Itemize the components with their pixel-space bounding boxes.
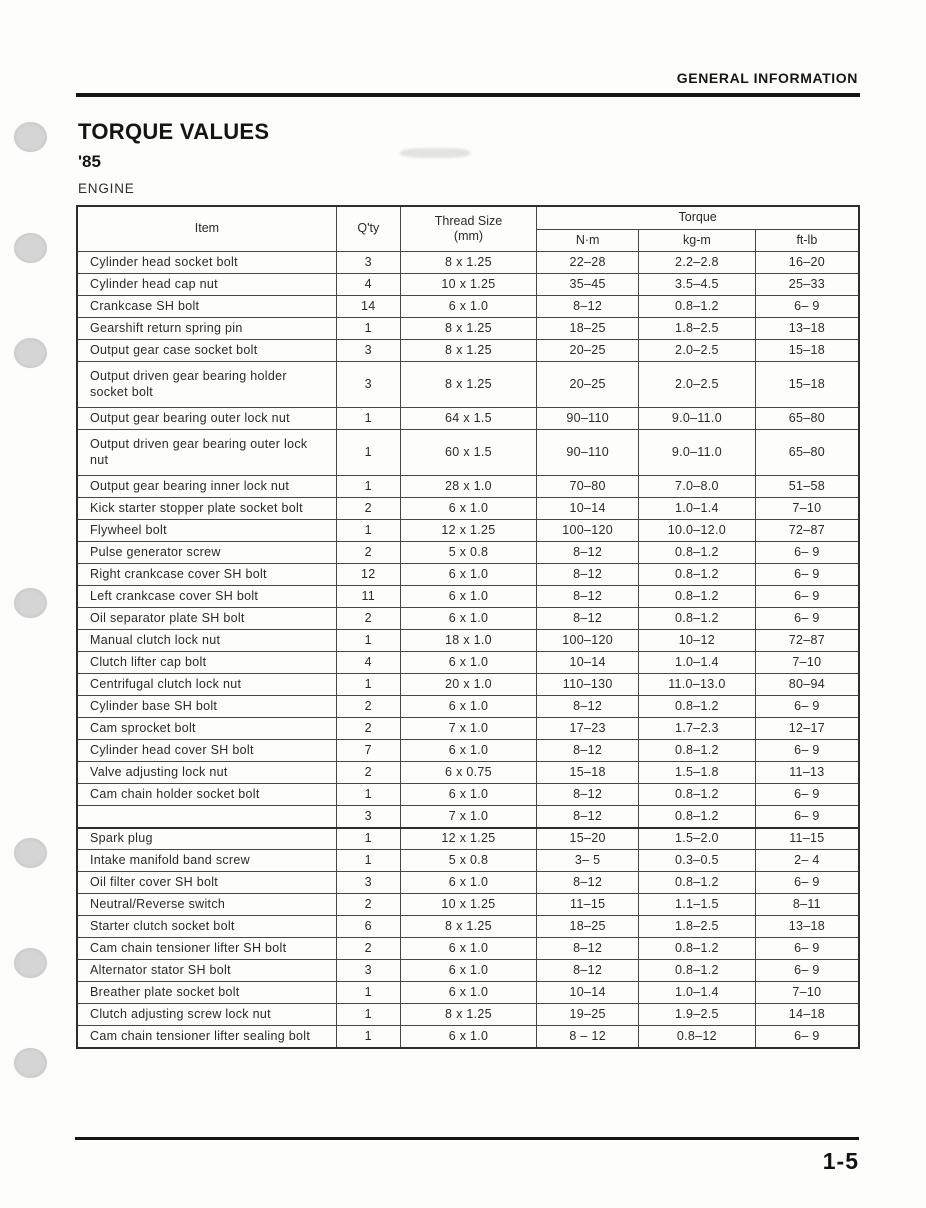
cell-kgm: 0.3–0.5 [639,850,756,872]
cell-qty: 2 [336,938,400,960]
cell-ftlb: 14–18 [755,1004,859,1026]
cell-item: Output driven gear bearing holder socket bolt [77,362,336,408]
cell-qty: 4 [336,652,400,674]
cell-kgm: 1.5–2.0 [639,828,756,850]
cell-kgm: 1.0–1.4 [639,498,756,520]
table-row [77,476,859,498]
cell-nm: 3– 5 [537,850,639,872]
punch-hole [14,338,47,368]
cell-kgm: 1.9–2.5 [639,1004,756,1026]
punch-hole [14,948,47,978]
cell-item: Cam chain holder socket bolt [77,784,336,806]
cell-qty: 2 [336,894,400,916]
table-row [77,872,859,894]
cell-item: Neutral/Reverse switch [77,894,336,916]
page-content [76,70,860,1049]
cell-kgm: 1.0–1.4 [639,652,756,674]
cell-qty: 1 [336,982,400,1004]
cell-qty: 2 [336,696,400,718]
cell-ftlb: 11–13 [755,762,859,784]
cell-item: Cylinder head cap nut [77,274,336,296]
cell-nm: 20–25 [537,340,639,362]
cell-qty: 2 [336,608,400,630]
table-row [77,938,859,960]
cell-item: Output gear bearing outer lock nut [77,408,336,430]
table-row [77,586,859,608]
page-number: 1-5 [822,1148,859,1174]
cell-item: Breather plate socket bolt [77,982,336,1004]
cell-qty: 1 [336,430,400,476]
cell-qty: 2 [336,542,400,564]
table-row [77,762,859,784]
cell-kgm: 0.8–1.2 [639,542,756,564]
table-row [77,1004,859,1026]
cell-thread: 6 x 1.0 [400,608,537,630]
cell-item: Flywheel bolt [77,520,336,542]
cell-qty: 3 [336,806,400,828]
cell-thread: 7 x 1.0 [400,718,537,740]
cell-qty: 3 [336,960,400,982]
cell-item: Oil separator plate SH bolt [77,608,336,630]
torque-values-table [76,205,860,1049]
cell-ftlb: 6– 9 [755,542,859,564]
cell-qty: 14 [336,296,400,318]
col-header-kgm: kg-m [639,229,756,252]
cell-item: Cam sprocket bolt [77,718,336,740]
table-row [77,630,859,652]
table-row [77,542,859,564]
cell-qty: 2 [336,498,400,520]
cell-item: Cylinder head socket bolt [77,252,336,274]
section-header [76,70,860,86]
cell-ftlb: 13–18 [755,916,859,938]
cell-kgm: 9.0–11.0 [639,408,756,430]
cell-thread: 6 x 1.0 [400,1026,537,1048]
cell-kgm: 0.8–1.2 [639,784,756,806]
col-header-torque: Torque [537,206,859,229]
cell-thread: 7 x 1.0 [400,806,537,828]
cell-nm: 15–18 [537,762,639,784]
cell-item: Spark plug [77,828,336,850]
cell-thread: 6 x 1.0 [400,938,537,960]
cell-kgm: 2.0–2.5 [639,340,756,362]
cell-nm: 8–12 [537,296,639,318]
cell-kgm: 3.5–4.5 [639,274,756,296]
cell-kgm: 0.8–1.2 [639,564,756,586]
cell-kgm: 1.8–2.5 [639,916,756,938]
cell-item: Output driven gear bearing outer lock nut [77,430,336,476]
cell-ftlb: 12–17 [755,718,859,740]
cell-item [77,806,336,828]
cell-ftlb: 72–87 [755,630,859,652]
cell-thread: 6 x 1.0 [400,498,537,520]
cell-nm: 110–130 [537,674,639,696]
cell-thread: 20 x 1.0 [400,674,537,696]
cell-item: Left crankcase cover SH bolt [77,586,336,608]
cell-qty: 1 [336,408,400,430]
table-row [77,740,859,762]
cell-kgm: 0.8–1.2 [639,296,756,318]
table-row [77,408,859,430]
cell-qty: 2 [336,762,400,784]
cell-item: Cylinder head cover SH bolt [77,740,336,762]
col-header-nm: N·m [537,229,639,252]
cell-qty: 3 [336,362,400,408]
cell-qty: 1 [336,1004,400,1026]
cell-kgm: 1.1–1.5 [639,894,756,916]
cell-nm: 100–120 [537,630,639,652]
cell-thread: 6 x 1.0 [400,696,537,718]
cell-thread: 8 x 1.25 [400,318,537,340]
cell-nm: 8–12 [537,872,639,894]
table-row [77,850,859,872]
cell-qty: 11 [336,586,400,608]
col-header-item: Item [77,206,336,252]
cell-thread: 6 x 0.75 [400,762,537,784]
cell-ftlb: 6– 9 [755,872,859,894]
cell-qty: 3 [336,252,400,274]
table-row [77,520,859,542]
cell-ftlb: 6– 9 [755,938,859,960]
cell-item: Valve adjusting lock nut [77,762,336,784]
cell-nm: 8–12 [537,608,639,630]
cell-ftlb: 6– 9 [755,740,859,762]
cell-qty: 1 [336,520,400,542]
cell-ftlb: 65–80 [755,408,859,430]
table-row [77,430,859,476]
cell-thread: 18 x 1.0 [400,630,537,652]
cell-item: Manual clutch lock nut [77,630,336,652]
cell-nm: 10–14 [537,982,639,1004]
cell-nm: 8–12 [537,938,639,960]
cell-item: Kick starter stopper plate socket bolt [77,498,336,520]
cell-qty: 1 [336,318,400,340]
cell-kgm: 1.0–1.4 [639,982,756,1004]
cell-qty: 1 [336,784,400,806]
cell-ftlb: 6– 9 [755,784,859,806]
cell-thread: 5 x 0.8 [400,542,537,564]
table-header-row [77,206,859,229]
cell-kgm: 0.8–1.2 [639,872,756,894]
cell-thread: 10 x 1.25 [400,274,537,296]
cell-ftlb: 65–80 [755,430,859,476]
cell-thread: 5 x 0.8 [400,850,537,872]
cell-ftlb: 16–20 [755,252,859,274]
cell-item: Intake manifold band screw [77,850,336,872]
engine-section-label: ENGINE [78,181,135,196]
cell-ftlb: 51–58 [755,476,859,498]
cell-item: Output gear bearing inner lock nut [77,476,336,498]
cell-nm: 8–12 [537,586,639,608]
cell-ftlb: 6– 9 [755,586,859,608]
cell-nm: 8–12 [537,960,639,982]
cell-ftlb: 7–10 [755,982,859,1004]
cell-thread: 8 x 1.25 [400,340,537,362]
col-header-ftlb: ft-lb [755,229,859,252]
cell-ftlb: 25–33 [755,274,859,296]
cell-kgm: 9.0–11.0 [639,430,756,476]
cell-ftlb: 15–18 [755,340,859,362]
punch-hole [14,838,47,868]
cell-nm: 15–20 [537,828,639,850]
cell-ftlb: 7–10 [755,498,859,520]
table-row [77,982,859,1004]
cell-nm: 20–25 [537,362,639,408]
cell-nm: 8–12 [537,784,639,806]
cell-nm: 11–15 [537,894,639,916]
cell-qty: 3 [336,872,400,894]
cell-qty: 7 [336,740,400,762]
table-row [77,916,859,938]
cell-item: Cylinder base SH bolt [77,696,336,718]
cell-item: Alternator stator SH bolt [77,960,336,982]
table-row [77,318,859,340]
cell-thread: 6 x 1.0 [400,296,537,318]
table-row [77,718,859,740]
cell-ftlb: 6– 9 [755,608,859,630]
thread-size-line1: Thread Size [434,213,503,228]
cell-kgm: 10.0–12.0 [639,520,756,542]
cell-thread: 8 x 1.25 [400,1004,537,1026]
cell-nm: 22–28 [537,252,639,274]
table-row [77,696,859,718]
cell-thread: 64 x 1.5 [400,408,537,430]
cell-kgm: 0.8–1.2 [639,608,756,630]
table-row [77,1026,859,1048]
cell-kgm: 2.2–2.8 [639,252,756,274]
cell-nm: 90–110 [537,430,639,476]
punch-hole [14,122,47,152]
cell-thread: 6 x 1.0 [400,652,537,674]
table-row [77,784,859,806]
cell-ftlb: 7–10 [755,652,859,674]
cell-thread: 8 x 1.25 [400,252,537,274]
cell-thread: 6 x 1.0 [400,982,537,1004]
cell-nm: 18–25 [537,916,639,938]
table-row [77,652,859,674]
cell-kgm: 10–12 [639,630,756,652]
cell-kgm: 1.7–2.3 [639,718,756,740]
cell-kgm: 0.8–1.2 [639,960,756,982]
col-header-qty: Q'ty [336,206,400,252]
cell-nm: 8–12 [537,696,639,718]
table-row [77,362,859,408]
cell-ftlb: 6– 9 [755,960,859,982]
cell-nm: 10–14 [537,652,639,674]
punch-hole [14,233,47,263]
cell-item: Output gear case socket bolt [77,340,336,362]
cell-thread: 6 x 1.0 [400,564,537,586]
cell-thread: 6 x 1.0 [400,784,537,806]
cell-thread: 10 x 1.25 [400,894,537,916]
cell-kgm: 0.8–1.2 [639,740,756,762]
cell-ftlb: 8–11 [755,894,859,916]
cell-ftlb: 13–18 [755,318,859,340]
cell-item: Clutch lifter cap bolt [77,652,336,674]
cell-nm: 8–12 [537,542,639,564]
cell-nm: 19–25 [537,1004,639,1026]
cell-thread: 6 x 1.0 [400,586,537,608]
cell-nm: 8–12 [537,740,639,762]
table-row [77,252,859,274]
cell-item: Crankcase SH bolt [77,296,336,318]
cell-nm: 18–25 [537,318,639,340]
cell-item: Clutch adjusting screw lock nut [77,1004,336,1026]
cell-ftlb: 6– 9 [755,564,859,586]
cell-kgm: 0.8–1.2 [639,938,756,960]
cell-item: Starter clutch socket bolt [77,916,336,938]
col-header-thread-size [400,206,537,252]
cell-item: Oil filter cover SH bolt [77,872,336,894]
cell-item: Centrifugal clutch lock nut [77,674,336,696]
cell-ftlb: 6– 9 [755,696,859,718]
cell-kgm: 0.8–1.2 [639,696,756,718]
cell-item: Cam chain tensioner lifter SH bolt [77,938,336,960]
cell-thread: 6 x 1.0 [400,960,537,982]
table-row [77,674,859,696]
cell-ftlb: 11–15 [755,828,859,850]
footer-rule [75,1137,859,1140]
cell-qty: 1 [336,476,400,498]
cell-kgm: 0.8–1.2 [639,806,756,828]
page-title: TORQUE VALUES [78,119,270,144]
cell-thread: 6 x 1.0 [400,740,537,762]
cell-qty: 12 [336,564,400,586]
cell-kgm: 1.5–1.8 [639,762,756,784]
cell-thread: 28 x 1.0 [400,476,537,498]
cell-item: Cam chain tensioner lifter sealing bolt [77,1026,336,1048]
cell-ftlb: 2– 4 [755,850,859,872]
model-year: '85 [78,152,101,171]
cell-qty: 1 [336,674,400,696]
cell-ftlb: 6– 9 [755,806,859,828]
table-row [77,498,859,520]
table-row [77,340,859,362]
table-row [77,806,859,828]
table-row [77,828,859,850]
cell-nm: 8 – 12 [537,1026,639,1048]
cell-kgm: 7.0–8.0 [639,476,756,498]
cell-ftlb: 80–94 [755,674,859,696]
table-row [77,564,859,586]
thread-size-line2: (mm) [453,229,484,244]
cell-thread: 12 x 1.25 [400,828,537,850]
cell-qty: 3 [336,340,400,362]
cell-kgm: 0.8–12 [639,1026,756,1048]
cell-nm: 10–14 [537,498,639,520]
table-row [77,274,859,296]
table-row [77,608,859,630]
cell-nm: 35–45 [537,274,639,296]
cell-item: Pulse generator screw [77,542,336,564]
cell-nm: 8–12 [537,806,639,828]
cell-thread: 6 x 1.0 [400,872,537,894]
cell-qty: 1 [336,630,400,652]
section-header-title: GENERAL INFORMATION [676,70,858,86]
cell-item: Right crankcase cover SH bolt [77,564,336,586]
cell-nm: 8–12 [537,564,639,586]
punch-hole [14,1048,47,1078]
cell-qty: 6 [336,916,400,938]
cell-thread: 8 x 1.25 [400,362,537,408]
cell-qty: 1 [336,828,400,850]
cell-item: Gearshift return spring pin [77,318,336,340]
cell-nm: 70–80 [537,476,639,498]
cell-kgm: 2.0–2.5 [639,362,756,408]
cell-ftlb: 72–87 [755,520,859,542]
cell-qty: 4 [336,274,400,296]
table-row [77,960,859,982]
cell-kgm: 0.8–1.2 [639,586,756,608]
cell-kgm: 1.8–2.5 [639,318,756,340]
cell-qty: 1 [336,850,400,872]
cell-qty: 1 [336,1026,400,1048]
cell-nm: 90–110 [537,408,639,430]
table-row [77,296,859,318]
cell-thread: 12 x 1.25 [400,520,537,542]
cell-ftlb: 15–18 [755,362,859,408]
cell-kgm: 11.0–13.0 [639,674,756,696]
cell-thread: 8 x 1.25 [400,916,537,938]
cell-qty: 2 [336,718,400,740]
cell-ftlb: 6– 9 [755,1026,859,1048]
cell-thread: 60 x 1.5 [400,430,537,476]
cell-nm: 100–120 [537,520,639,542]
header-rule [76,93,860,97]
cell-nm: 17–23 [537,718,639,740]
table-row [77,894,859,916]
punch-hole [14,588,47,618]
cell-ftlb: 6– 9 [755,296,859,318]
